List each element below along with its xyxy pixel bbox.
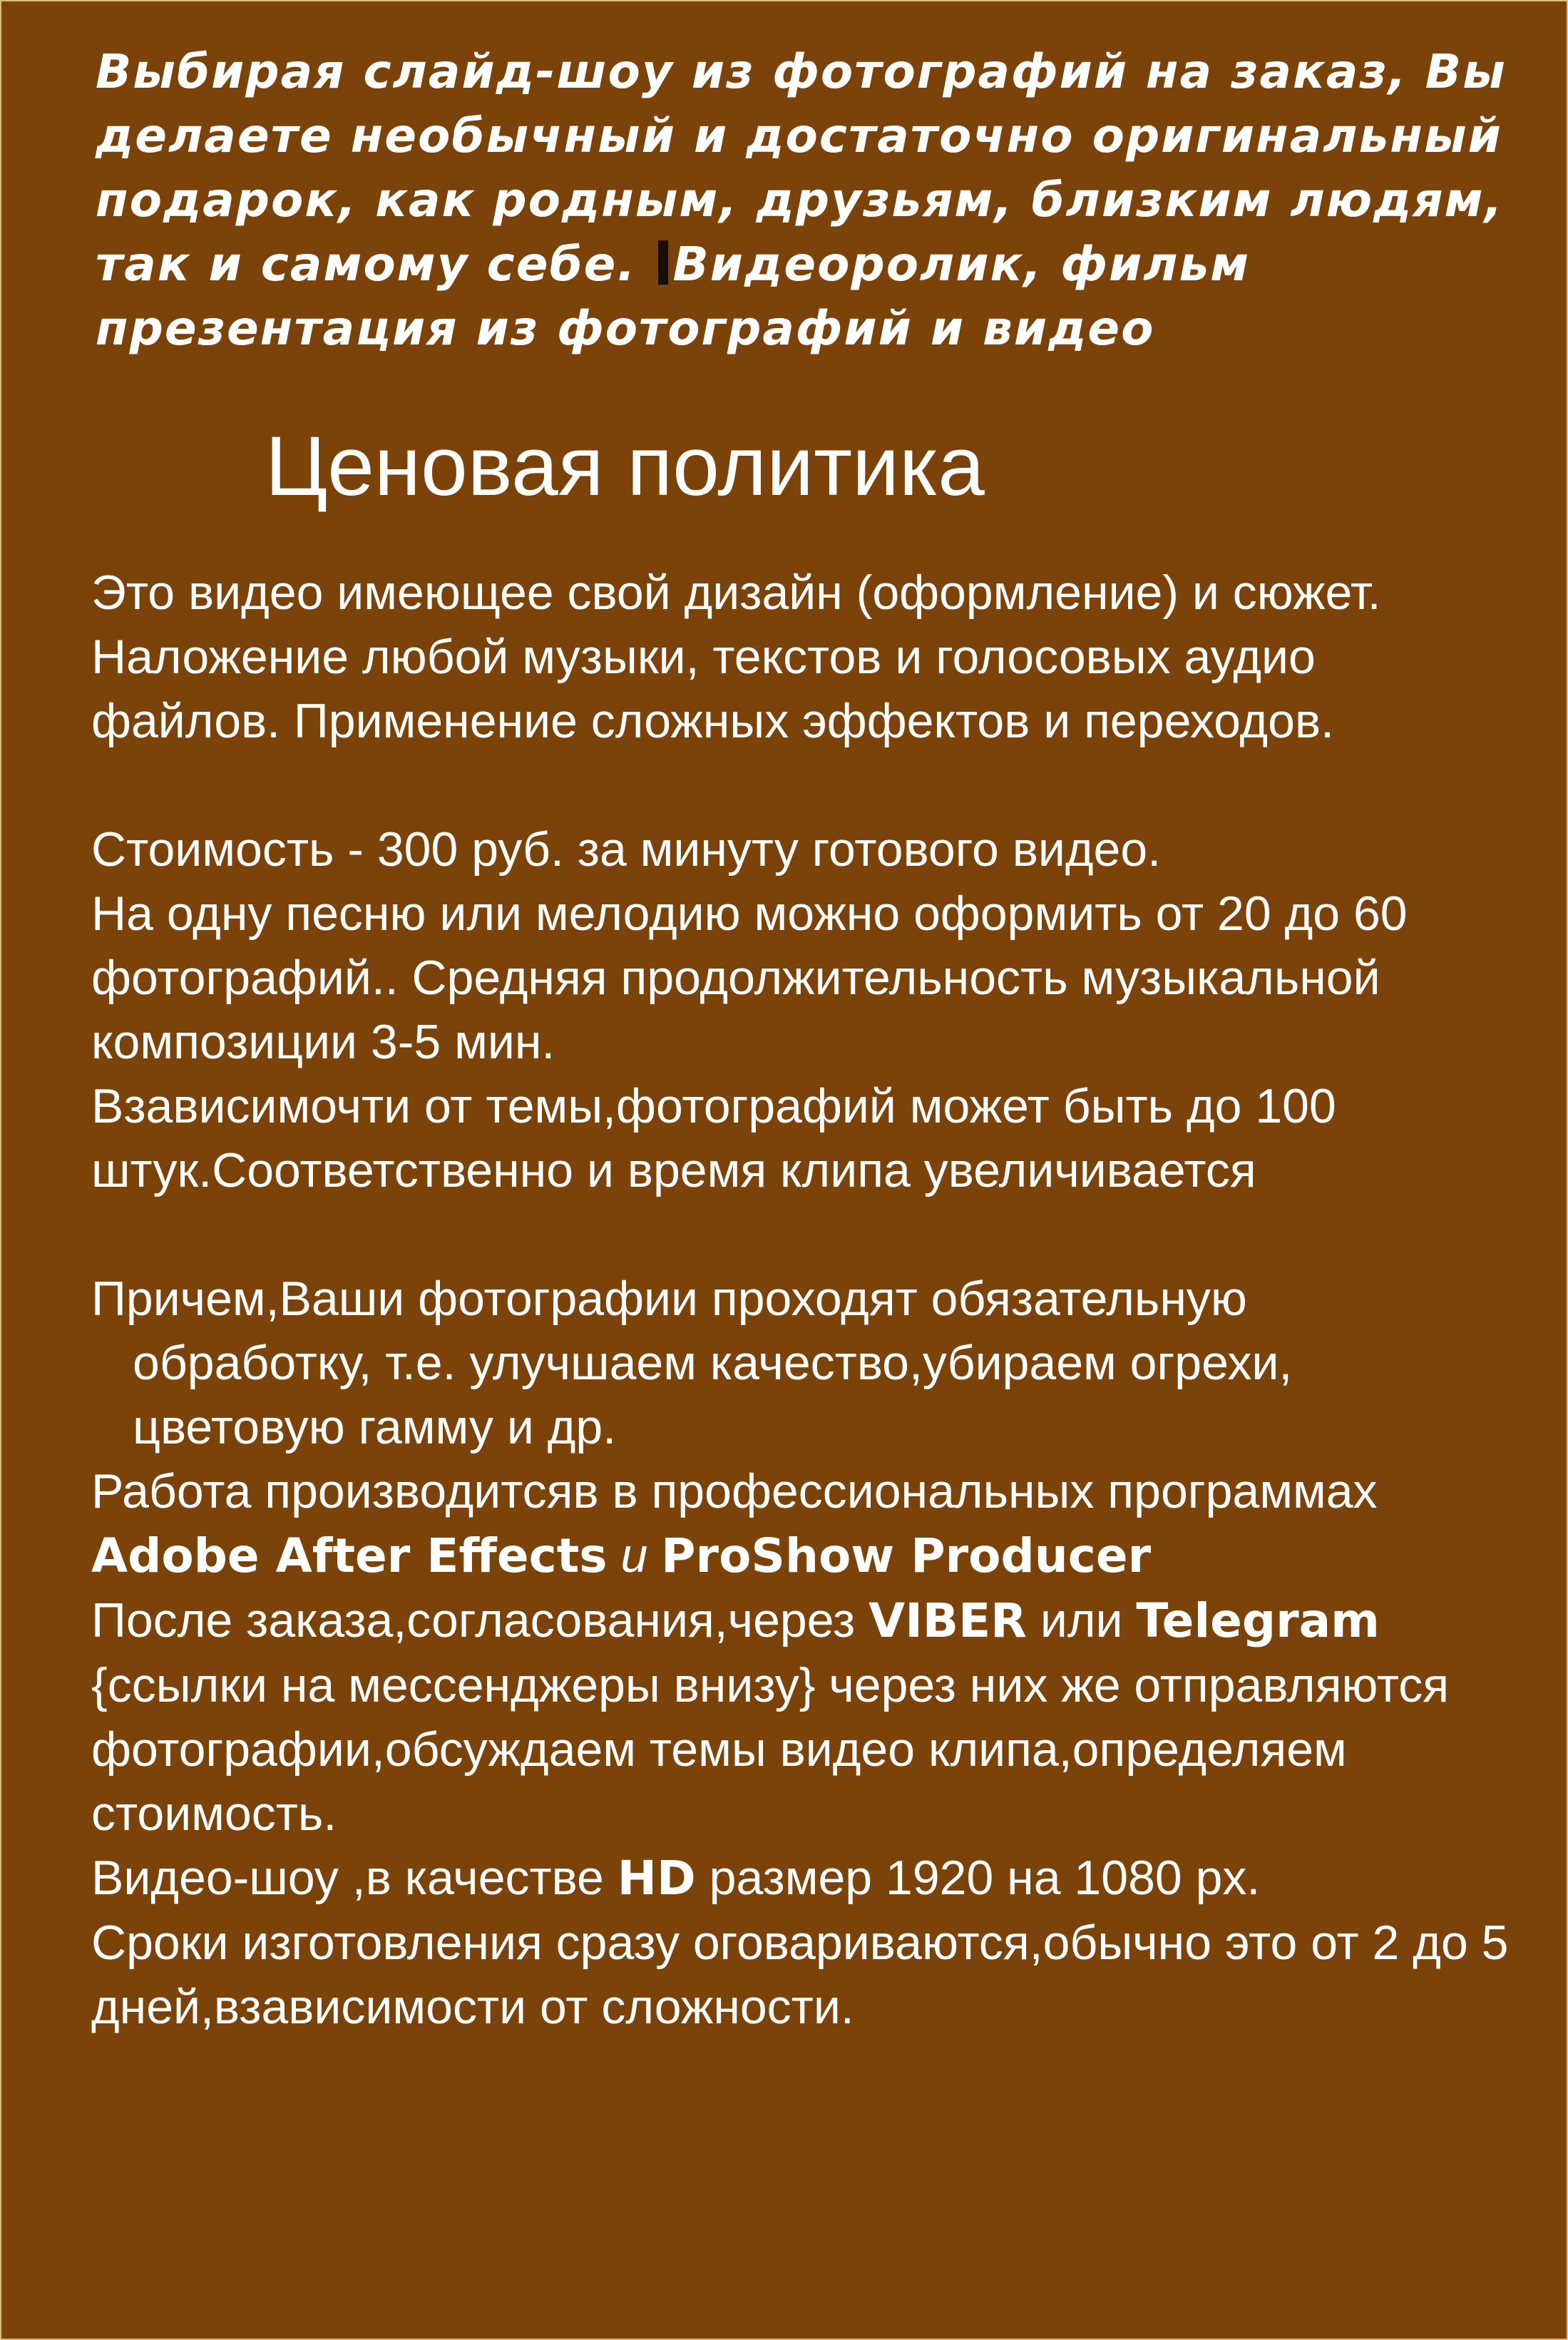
messenger-telegram: Telegram <box>1136 1593 1380 1648</box>
order-suffix: {ссылки на мессенджеры внизу} через них же отправляются фотографии,обсуждаем темы видео клипа,определяем стоимость. <box>91 1658 1450 1841</box>
cursor-mark <box>658 240 668 285</box>
intro-services: Видеоролик, фильм презентация из фотографий и видео <box>96 237 1251 356</box>
processing-details: обработку, т.е. улучшаем качество,убираем огрехи, цветовую гамму и др. <box>133 1336 1293 1454</box>
price-line: Стоимость - 300 руб. за минуту готового видео. <box>91 822 1162 877</box>
page-title: Ценовая политика <box>265 419 985 514</box>
quality-suffix: размер 1920 на 1080 px. <box>695 1851 1261 1905</box>
intro-sentence: Выбирая слайд-шоу из фотографий на заказ, Вы делаете необычный и достаточно оригинальный подарок, как родным, друзьям, близким людям, так и самому себе. <box>96 44 1507 292</box>
order-line <box>91 1588 1517 1846</box>
quality-hd: HD <box>617 1851 696 1906</box>
photo-count-line: На одну песню или мелодию можно оформить от 20 до 60 фотографий.. Средняя продолжительность музыкальной композиции 3-5 мин. <box>91 887 1408 1069</box>
deadline-line: Сроки изготовления сразу оговариваются,обычно это от 2 до 5 дней,взависимости от сложности. <box>91 1916 1509 2034</box>
pricing-content <box>91 561 1517 2039</box>
extra-photos-line: Взависимочти от темы,фотографий может быть до 100 штук.Соответственно и время клипа увеличивается <box>91 1079 1336 1197</box>
order-prefix: После заказа,согласования,через <box>91 1593 869 1647</box>
order-middle: или <box>1026 1593 1137 1647</box>
software-conjunction: и <box>607 1528 662 1583</box>
spacer <box>91 753 1517 817</box>
quality-line <box>91 1846 1517 1911</box>
video-description: Это видео имеющее свой дизайн (оформление) и сюжет. Наложение любой музыки, текстов и голосовых аудио файлов. Применение сложных эффектов и переходов. <box>91 566 1381 748</box>
software-proshow: ProShow Producer <box>661 1528 1152 1583</box>
software-after-effects: Adobe After Effects <box>91 1528 608 1583</box>
spacer <box>91 1202 1517 1267</box>
processing-line: Причем,Ваши фотографии проходят обязательную <box>91 1272 1247 1326</box>
messenger-viber: VIBER <box>868 1593 1027 1648</box>
intro-text <box>96 40 1507 361</box>
software-prefix: Работа производитсяв в профессиональных программах <box>91 1464 1378 1518</box>
software-line <box>91 1459 1517 1588</box>
quality-prefix: Видео-шоу ,в качестве <box>91 1851 618 1905</box>
